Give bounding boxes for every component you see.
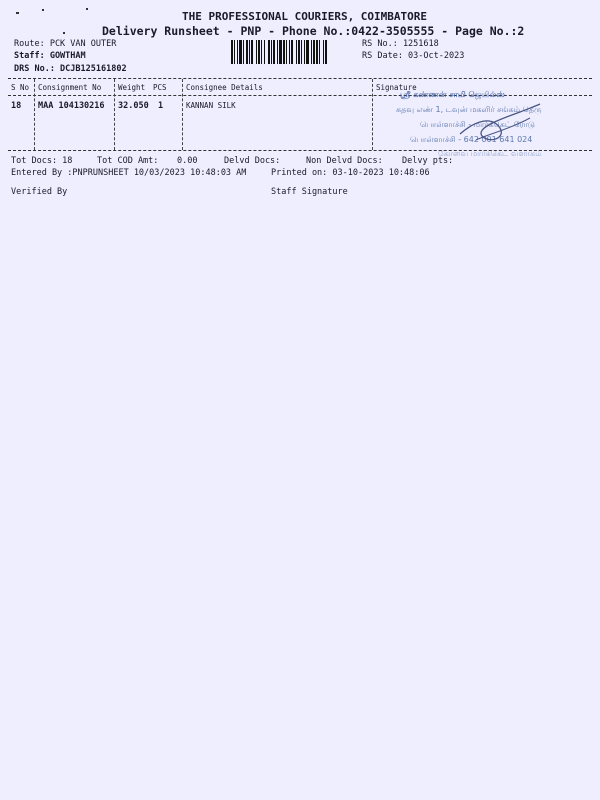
row-pcs: 1 bbox=[158, 101, 164, 111]
rs-date: RS Date: 03-Oct-2023 bbox=[362, 51, 465, 61]
stamp-line: பொள்ளாச்சி - மார்க்கெட் ரோடு bbox=[420, 120, 535, 129]
header-consignment: Consignment No bbox=[38, 83, 102, 92]
printed-on: Printed on: 03-10-2023 10:48:06 bbox=[271, 168, 430, 178]
header-weight: Weight bbox=[118, 83, 146, 92]
delvy-pts: Delvy pts: bbox=[402, 156, 454, 166]
scan-speck bbox=[86, 8, 88, 10]
table-col-divider bbox=[114, 79, 115, 150]
header-pcs: PCS bbox=[153, 83, 167, 92]
barcode-bar bbox=[325, 40, 327, 64]
receiver-stamp bbox=[380, 90, 595, 160]
barcode-image bbox=[231, 40, 358, 64]
table-col-divider bbox=[182, 79, 183, 150]
runsheet-subtitle: Delivery Runsheet - PNP - Phone No.:0422-3505555 - Page No.:2 bbox=[102, 24, 525, 38]
stamp-line: ஸ்ரீ கண்ணன் சாமி ஜெயில்ஸ் bbox=[400, 90, 505, 99]
header-sno: S No bbox=[11, 83, 30, 92]
table-col-divider bbox=[34, 79, 35, 150]
entered-by: Entered By :PNPRUNSHEET 10/03/2023 10:48:03 AM bbox=[11, 168, 247, 178]
header-consignee: Consignee Details bbox=[186, 83, 263, 92]
row-weight: 32.050 bbox=[118, 101, 149, 111]
stamp-line: கதவு எண் 1, டவுன் மகளிர் சங்கம் தெரு bbox=[396, 105, 542, 114]
scan-speck bbox=[42, 9, 44, 11]
scan-speck bbox=[63, 32, 65, 34]
row-sno: 18 bbox=[11, 101, 22, 111]
tot-cod-value: 0.00 bbox=[177, 156, 198, 166]
staff-text: Staff: GOWTHAM bbox=[14, 51, 86, 61]
route-text: Route: PCK VAN OUTER bbox=[14, 39, 117, 49]
company-title: THE PROFESSIONAL COURIERS, COIMBATORE bbox=[182, 10, 428, 23]
stamp-line: பொள்ளாச்சி - 642 001 641 024 bbox=[410, 135, 533, 144]
table-col-divider bbox=[372, 79, 373, 150]
verified-by: Verified By bbox=[11, 187, 68, 197]
tot-docs: Tot Docs: 18 bbox=[11, 156, 73, 166]
row-consignee: KANNAN SILK bbox=[186, 101, 236, 110]
drs-number: DRS No.: DCJB125161802 bbox=[14, 64, 127, 74]
row-consignment: MAA 104130216 bbox=[38, 101, 105, 111]
header-signature: Signature bbox=[376, 83, 417, 92]
non-delvd-docs: Non Delvd Docs: bbox=[306, 156, 383, 166]
table-top-rule bbox=[8, 78, 592, 79]
stamp-line: கோவை மார்க்கெட் வளாகம் bbox=[438, 149, 542, 158]
handwritten-signature bbox=[380, 90, 595, 160]
tot-cod-label: Tot COD Amt: bbox=[97, 156, 159, 166]
staff-signature-label: Staff Signature bbox=[271, 187, 348, 197]
scan-speck bbox=[16, 12, 19, 14]
delvd-docs: Delvd Docs: bbox=[224, 156, 281, 166]
rs-number: RS No.: 1251618 bbox=[362, 39, 439, 49]
